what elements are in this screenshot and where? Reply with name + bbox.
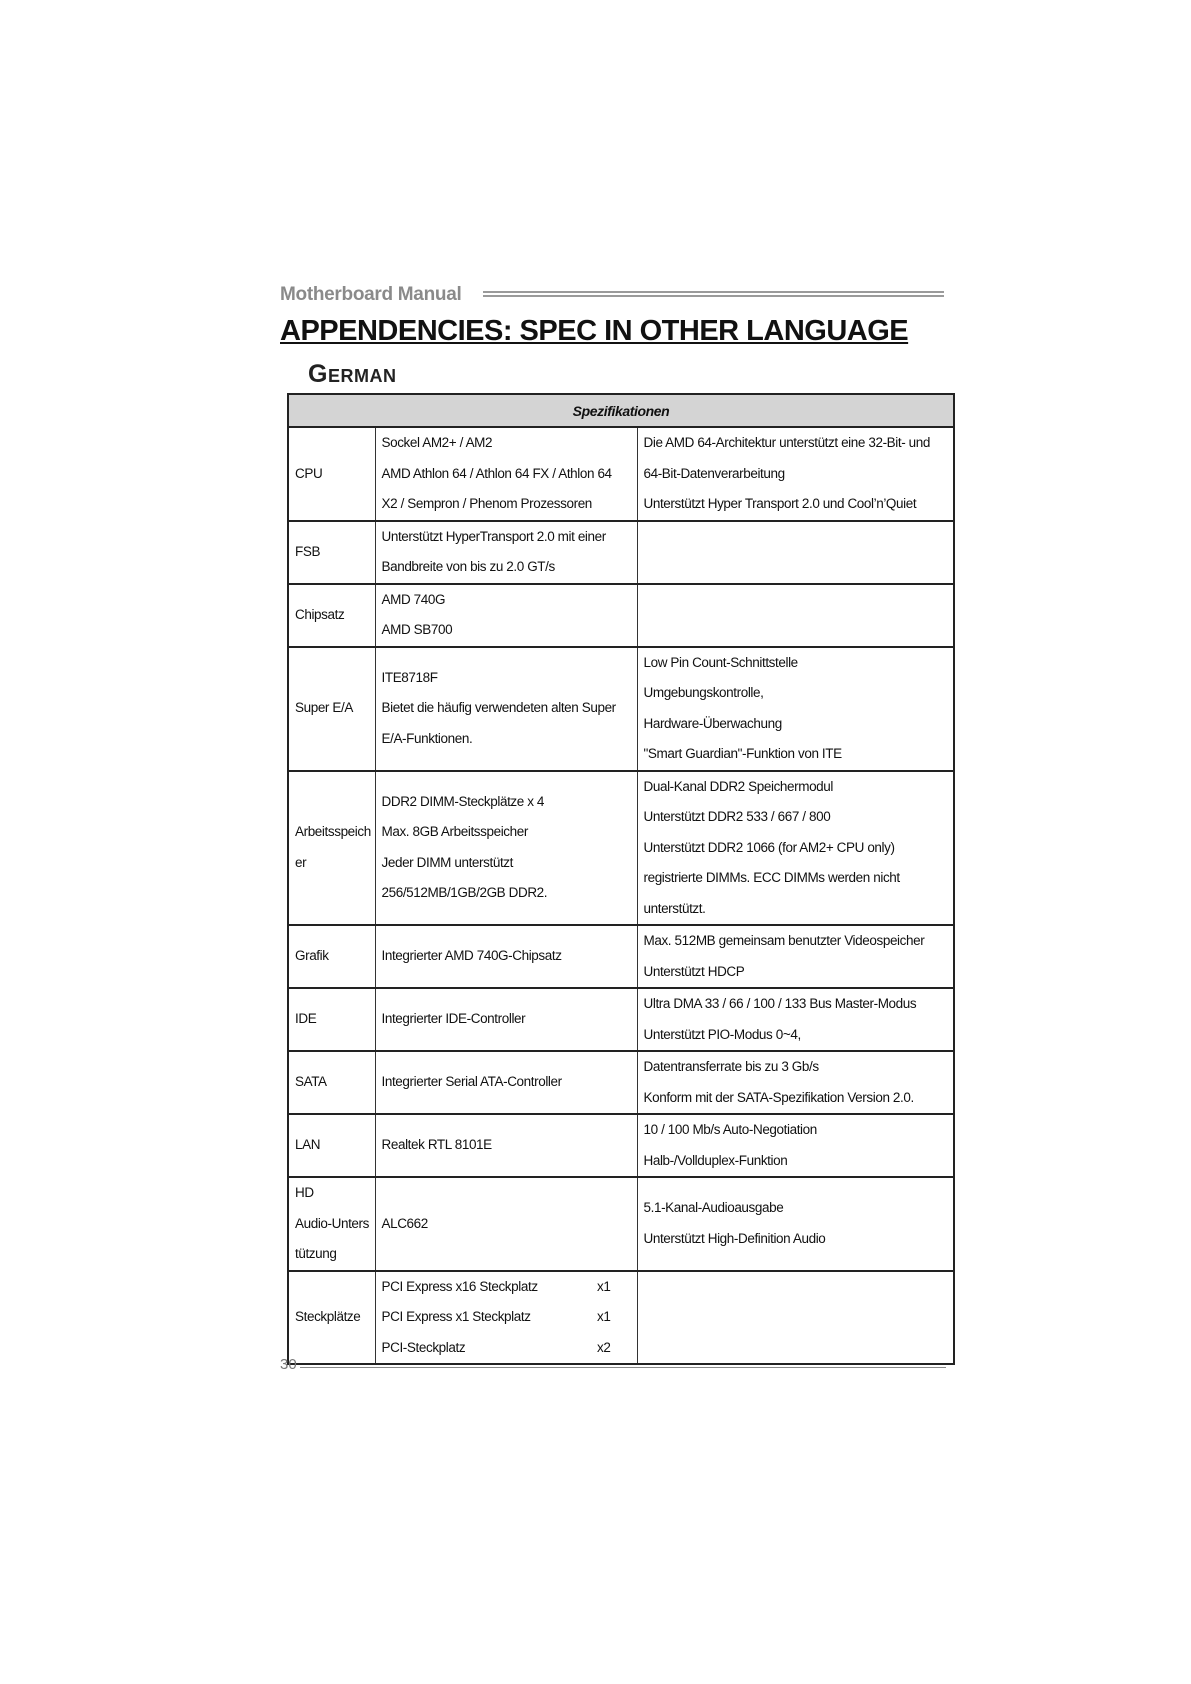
spec-label-cell — [288, 1177, 375, 1271]
slot-name: PCI Express x1 Steckplatz — [381, 1309, 531, 1324]
spec-feature-line: Integrierter Serial ATA-Controller — [381, 1074, 562, 1090]
spec-feature-cell — [375, 427, 637, 521]
page-footer — [280, 1356, 946, 1374]
spec-feature-line: E/A-Funktionen. — [381, 730, 473, 746]
spec-feature-line: ITE8718F — [381, 669, 438, 685]
spec-feature-cell — [375, 925, 637, 988]
spec-feature-cell — [375, 1051, 637, 1114]
spec-detail-line: Ultra DMA 33 / 66 / 100 / 133 Bus Master-Modus — [643, 996, 917, 1011]
language-heading: German — [308, 360, 397, 388]
spec-feature-line: Max. 8GB Arbeitsspeicher — [381, 824, 528, 840]
spec-feature-cell — [375, 584, 637, 647]
spec-row — [288, 521, 954, 584]
spec-row — [288, 925, 954, 988]
spec-detail-line: registrierte DIMMs. ECC DIMMs werden nicht — [643, 870, 900, 885]
spec-label-line: er — [295, 854, 307, 870]
spec-feature-line: Realtek RTL 8101E — [381, 1137, 492, 1153]
spec-label: LAN — [295, 1137, 321, 1153]
spec-feature-cell — [375, 1271, 637, 1365]
spec-feature-line: Sockel AM2+ / AM2 — [381, 435, 493, 450]
slot-name: PCI Express x16 Steckplatz — [381, 1278, 538, 1294]
page-number: 30 — [280, 1356, 297, 1373]
spec-label-cell — [288, 925, 375, 988]
spec-label: Super E/A — [295, 700, 353, 716]
spec-label-line: tützung — [295, 1246, 337, 1261]
spec-detail-line: 64-Bit-Datenverarbeitung — [643, 465, 785, 481]
spec-detail-cell — [637, 647, 954, 771]
spec-label-cell — [288, 1051, 375, 1114]
spec-detail-line: Konform mit der SATA-Spezifikation Version 2.0. — [643, 1089, 914, 1105]
spec-detail-cell — [637, 427, 954, 521]
spec-detail-cell — [637, 1177, 954, 1271]
spec-detail-line: 5.1-Kanal-Audioausgabe — [643, 1200, 784, 1216]
spec-detail-cell — [637, 584, 954, 647]
spec-feature-line: Integrierter AMD 740G-Chipsatz — [381, 948, 562, 964]
spec-detail-line: Hardware-Überwachung — [643, 715, 782, 731]
spec-detail-line: Halb-/Vollduplex-Funktion — [643, 1152, 788, 1168]
spec-feature-cell — [375, 647, 637, 771]
spec-table-heading: Spezifikationen — [288, 394, 954, 427]
spec-label: FSB — [295, 543, 321, 559]
spec-label-cell — [288, 427, 375, 521]
spec-label-cell — [288, 988, 375, 1051]
spec-detail-cell — [637, 771, 954, 926]
spec-detail-cell — [637, 1271, 954, 1365]
spec-detail-line: Low Pin Count-Schnittstelle — [643, 654, 798, 670]
spec-detail-line: Unterstützt DDR2 1066 (for AM2+ CPU only) — [643, 839, 895, 855]
slot-quantity: x2 — [597, 1339, 611, 1355]
spec-feature-cell — [375, 1114, 637, 1177]
spec-feature-line: X2 / Sempron / Phenom Prozessoren — [381, 496, 592, 511]
slot-line — [382, 1302, 631, 1333]
spec-feature-line: AMD Athlon 64 / Athlon 64 FX / Athlon 64 — [381, 465, 612, 481]
spec-detail-line: Max. 512MB gemeinsam benutzter Videospeicher — [643, 933, 925, 948]
spec-feature-line: 256/512MB/1GB/2GB DDR2. — [381, 885, 548, 901]
spec-detail-line: Die AMD 64-Architektur unterstützt eine 32-Bit- und — [643, 435, 930, 450]
spec-label-cell — [288, 647, 375, 771]
spec-table-body — [288, 427, 954, 1364]
spec-feature-line: Jeder DIMM unterstützt — [381, 854, 513, 870]
spec-label: SATA — [295, 1074, 327, 1090]
spec-detail-line: Unterstützt PIO-Modus 0~4, — [643, 1026, 801, 1042]
spec-label: CPU — [295, 465, 323, 481]
spec-label: Chipsatz — [295, 606, 345, 622]
spec-label-line: HD — [295, 1185, 314, 1200]
spec-label-cell — [288, 584, 375, 647]
slot-quantity: x1 — [597, 1309, 611, 1324]
spec-label: IDE — [295, 1011, 317, 1027]
spec-feature-line: Unterstützt HyperTransport 2.0 mit einer — [381, 528, 606, 544]
spec-detail-line: Unterstützt DDR2 533 / 667 / 800 — [643, 809, 831, 824]
slot-line — [382, 1272, 631, 1303]
spec-detail-line: Dual-Kanal DDR2 Speichermodul — [643, 778, 833, 794]
spec-table-header-row — [288, 394, 954, 427]
spec-label-line: Arbeitsspeich — [295, 824, 371, 840]
spec-row — [288, 1271, 954, 1365]
manual-title: Motherboard Manual — [280, 284, 462, 305]
spec-feature-line: Bietet die häufig verwendeten alten Super — [381, 700, 616, 716]
spec-feature-cell — [375, 771, 637, 926]
spec-label-cell — [288, 1114, 375, 1177]
spec-feature-line: ALC662 — [381, 1215, 428, 1231]
manual-header — [280, 284, 944, 308]
spec-feature-line: AMD 740G — [381, 591, 446, 607]
spec-detail-line: "Smart Guardian"-Funktion von ITE — [643, 746, 842, 761]
spec-row — [288, 1114, 954, 1177]
spec-row — [288, 647, 954, 771]
spec-label-cell — [288, 771, 375, 926]
spec-feature-cell — [375, 1177, 637, 1271]
spec-detail-cell — [637, 925, 954, 988]
spec-detail-line: 10 / 100 Mb/s Auto-Negotiation — [643, 1122, 817, 1137]
spec-detail-line: Unterstützt Hyper Transport 2.0 und Cool’n’Quiet — [643, 496, 917, 511]
spec-detail-line: Umgebungskontrolle, — [643, 685, 764, 700]
spec-label-cell — [288, 1271, 375, 1365]
spec-detail-line: Unterstützt HDCP — [643, 963, 745, 979]
spec-label: Grafik — [295, 948, 329, 964]
spec-detail-line: Datentransferrate bis zu 3 Gb/s — [643, 1059, 819, 1074]
spec-detail-cell — [637, 521, 954, 584]
spec-detail-line: Unterstützt High-Definition Audio — [643, 1230, 826, 1246]
spec-label-line: Audio-Unters — [295, 1215, 369, 1231]
spec-row — [288, 1051, 954, 1114]
spec-feature-line: DDR2 DIMM-Steckplätze x 4 — [381, 793, 545, 809]
spec-feature-cell — [375, 988, 637, 1051]
spec-detail-line: unterstützt. — [643, 900, 706, 916]
spec-feature-cell — [375, 521, 637, 584]
spec-detail-cell — [637, 988, 954, 1051]
spec-feature-line: AMD SB700 — [381, 622, 453, 637]
spec-feature-line: Integrierter IDE-Controller — [381, 1011, 526, 1027]
spec-row — [288, 771, 954, 926]
footer-rule — [300, 1367, 946, 1368]
spec-detail-cell — [637, 1114, 954, 1177]
spec-table — [287, 393, 955, 1365]
header-rule — [483, 291, 944, 301]
spec-detail-cell — [637, 1051, 954, 1114]
spec-row — [288, 988, 954, 1051]
spec-label-cell — [288, 521, 375, 584]
spec-row — [288, 427, 954, 521]
spec-feature-line: Bandbreite von bis zu 2.0 GT/s — [381, 559, 555, 574]
spec-row — [288, 1177, 954, 1271]
page-title: APPENDENCIES: SPEC IN OTHER LANGUAGE — [280, 315, 909, 347]
spec-row — [288, 584, 954, 647]
spec-label: Steckplätze — [295, 1309, 361, 1324]
slot-name: PCI-Steckplatz — [381, 1339, 466, 1355]
slot-quantity: x1 — [597, 1278, 611, 1294]
